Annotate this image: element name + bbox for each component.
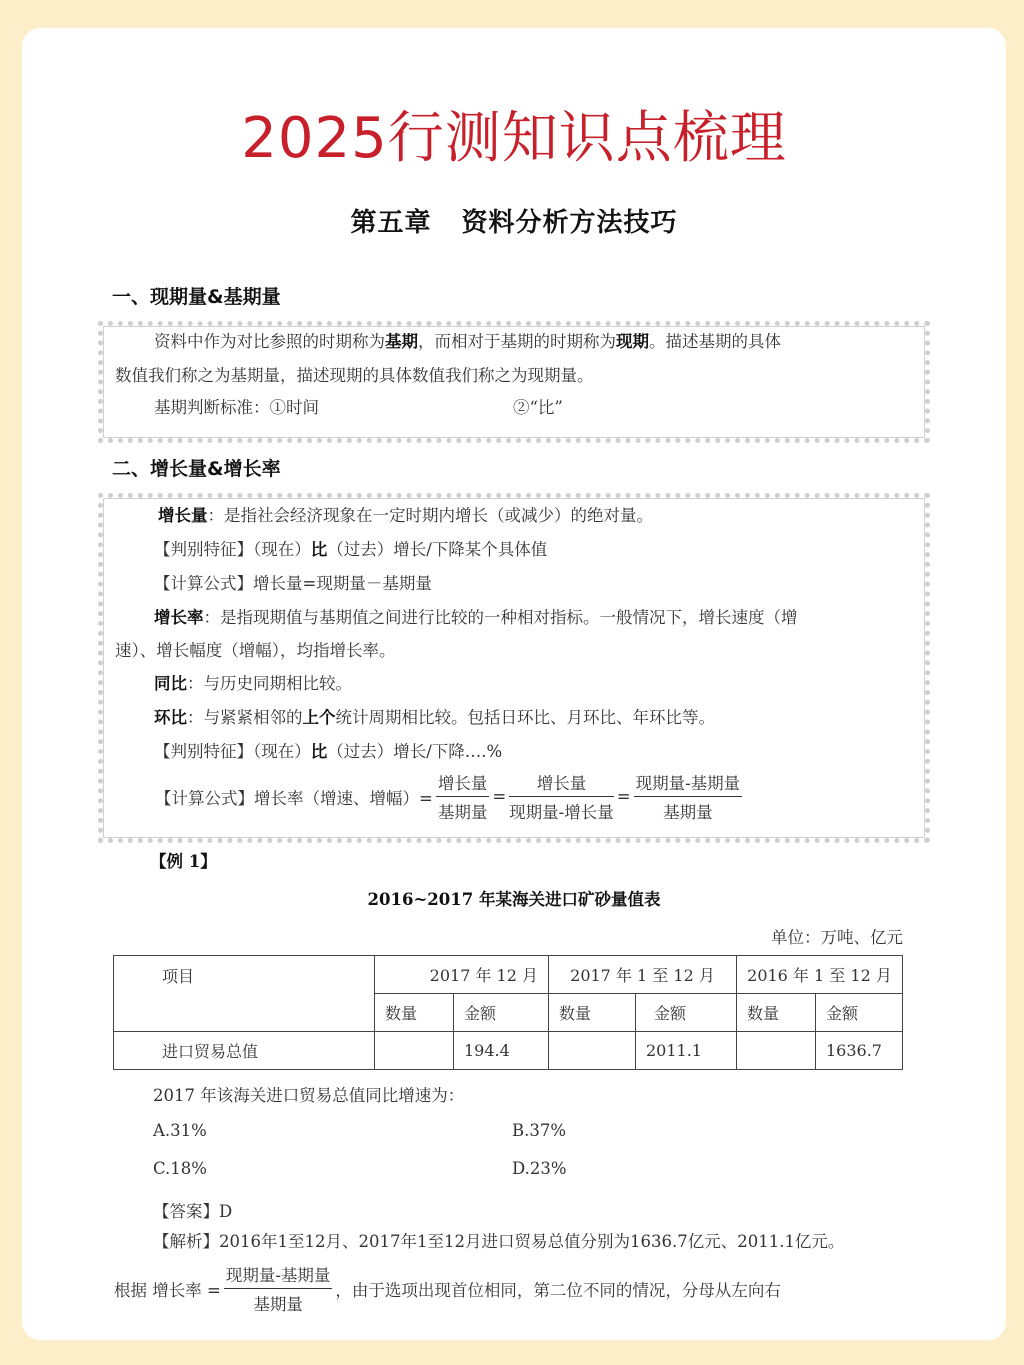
table-subheader: 数量: [737, 994, 816, 1032]
table-header-period: 2016 年 1 至 12 月: [737, 956, 903, 994]
term-jiqi: 基期: [385, 332, 418, 351]
text-run: 【解析】: [153, 1232, 219, 1251]
fraction-denominator: 基期量: [663, 803, 713, 822]
text-run: ：与紧紧相邻的: [187, 708, 303, 727]
section2-heading: 二、增长量&增长率: [112, 458, 281, 480]
text-run: （过去）增长/下降某个具体值: [327, 540, 548, 559]
growth-rate-formula: [154, 770, 744, 823]
document-card: [22, 28, 1006, 1340]
table-cell: 194.4: [454, 1032, 549, 1070]
text-run: 【判别特征】（现在）: [154, 540, 311, 559]
text-run: （过去）增长/下降….%: [327, 742, 503, 761]
table-row: [114, 1032, 903, 1070]
text-run: ，由于选项出现首位相同，第二位不同的情况，分母从左向右: [335, 1280, 781, 1300]
equals-sign: =: [616, 787, 631, 806]
fraction-3: [634, 770, 743, 823]
table-header-period: 2017 年 12 月: [375, 956, 549, 994]
text-run: ，而相对于基期的时期称为: [418, 332, 616, 351]
table-unit: 单位：万吨、亿元: [771, 928, 903, 947]
fraction-numerator: 现期量-基期量: [634, 770, 743, 797]
table-header-period: 2017 年 1 至 12 月: [549, 956, 737, 994]
table-cell: [737, 1032, 816, 1070]
section1-paragraph-line2: 数值我们称之为基期量，描述现期的具体数值我们称之为现期量。: [115, 366, 594, 385]
section2-box: [97, 492, 931, 844]
term-bi: 比: [310, 742, 328, 761]
fraction-1: [436, 770, 490, 823]
table-header-row: [114, 956, 903, 994]
mom-definition: [154, 704, 715, 728]
chapter-number: 第五章: [350, 208, 432, 238]
growth-amount-formula: 【计算公式】增长量=现期量－基期量: [154, 574, 432, 593]
table-header-item: 项目: [114, 956, 375, 1032]
table-subheader: 金额: [454, 994, 549, 1032]
term-growth-rate: 增长率: [154, 608, 204, 627]
section1-paragraph-line1: [154, 328, 781, 352]
growth-amount-feature: [154, 536, 547, 560]
answer-text: 【答案】D: [153, 1202, 233, 1221]
growth-rate-feature: [154, 738, 502, 762]
term-growth-amount: 增长量: [158, 506, 208, 525]
growth-amount-definition: [158, 502, 653, 526]
growth-rate-definition-cont: 速）、增长幅度（增幅），均指增长率。: [115, 641, 396, 660]
term-yoy: 同比: [154, 674, 187, 693]
option-b: B.37%: [512, 1121, 567, 1140]
table-cell: 1636.7: [816, 1032, 903, 1070]
question-text: 2017 年该海关进口贸易总值同比增速为：: [153, 1086, 465, 1105]
table-row-label: 进口贸易总值: [114, 1032, 375, 1070]
term-xianqi: 现期: [616, 332, 649, 351]
table-subheader: 数量: [549, 994, 636, 1032]
analysis-formula-line: [113, 1262, 782, 1315]
chapter-name: 资料分析方法技巧: [461, 208, 678, 238]
table-subheader: 数量: [375, 994, 454, 1032]
formula-label: 【计算公式】增长率（增速、增幅）=: [155, 788, 433, 808]
yoy-definition: [154, 670, 352, 694]
equals-sign: =: [492, 787, 507, 806]
text-run: 根据 增长率 =: [114, 1280, 221, 1300]
base-period-criteria-1: 基期判断标准：①时间: [154, 398, 319, 417]
fraction-denominator: 现期量-增长量: [509, 803, 614, 822]
text-run: 【判别特征】（现在）: [154, 742, 311, 761]
table-cell: [549, 1032, 636, 1070]
chapter-title: [22, 202, 1006, 239]
fraction-numerator: 增长量: [436, 770, 490, 797]
fraction-denominator: 基期量: [253, 1295, 303, 1314]
text-run: ：是指社会经济现象在一定时期内增长（或减少）的绝对量。: [207, 506, 653, 525]
fraction-numerator: 现期量-基期量: [224, 1262, 333, 1289]
fraction-2: [509, 770, 614, 823]
table-subheader: 金额: [816, 994, 903, 1032]
fraction-denominator: 基期量: [437, 803, 488, 822]
option-a: A.31%: [153, 1121, 207, 1140]
table-subheader: 金额: [636, 994, 737, 1032]
table-title: 2016~2017 年某海关进口矿砂量值表: [367, 890, 661, 909]
text-run: 统计周期相比较。包括日环比、月环比、年环比等。: [335, 708, 715, 727]
text-run: 2016年1至12月、2017年1至12月进口贸易总值分别为1636.7亿元、2011.1亿元。: [219, 1232, 845, 1251]
text-run: 。描述基期的具体: [649, 332, 781, 351]
page-title: 2025行测知识点梳理: [241, 106, 787, 171]
text-run: 资料中作为对比参照的时期称为: [154, 332, 385, 351]
table-cell: [375, 1032, 454, 1070]
analysis-text: [153, 1228, 844, 1252]
growth-rate-definition: [154, 604, 798, 628]
option-d: D.23%: [512, 1159, 567, 1178]
data-table: [113, 955, 903, 1070]
term-mom: 环比: [154, 708, 187, 727]
text-run: ：是指现期值与基期值之间进行比较的一种相对指标。一般情况下，增长速度（增: [203, 608, 798, 627]
fraction-growth-rate: [224, 1262, 333, 1315]
example-label: 【例 1】: [150, 852, 217, 871]
term-bi: 比: [310, 540, 328, 559]
fraction-numerator: 增长量: [509, 770, 614, 797]
term-previous: 上个: [302, 708, 336, 727]
section1-heading: 一、现期量&基期量: [112, 286, 281, 308]
base-period-criteria-2: ②“比”: [513, 398, 563, 417]
section1-box: [97, 320, 931, 444]
text-run: ：与历史同期相比较。: [187, 674, 352, 693]
option-c: C.18%: [153, 1159, 207, 1178]
table-cell: 2011.1: [636, 1032, 737, 1070]
